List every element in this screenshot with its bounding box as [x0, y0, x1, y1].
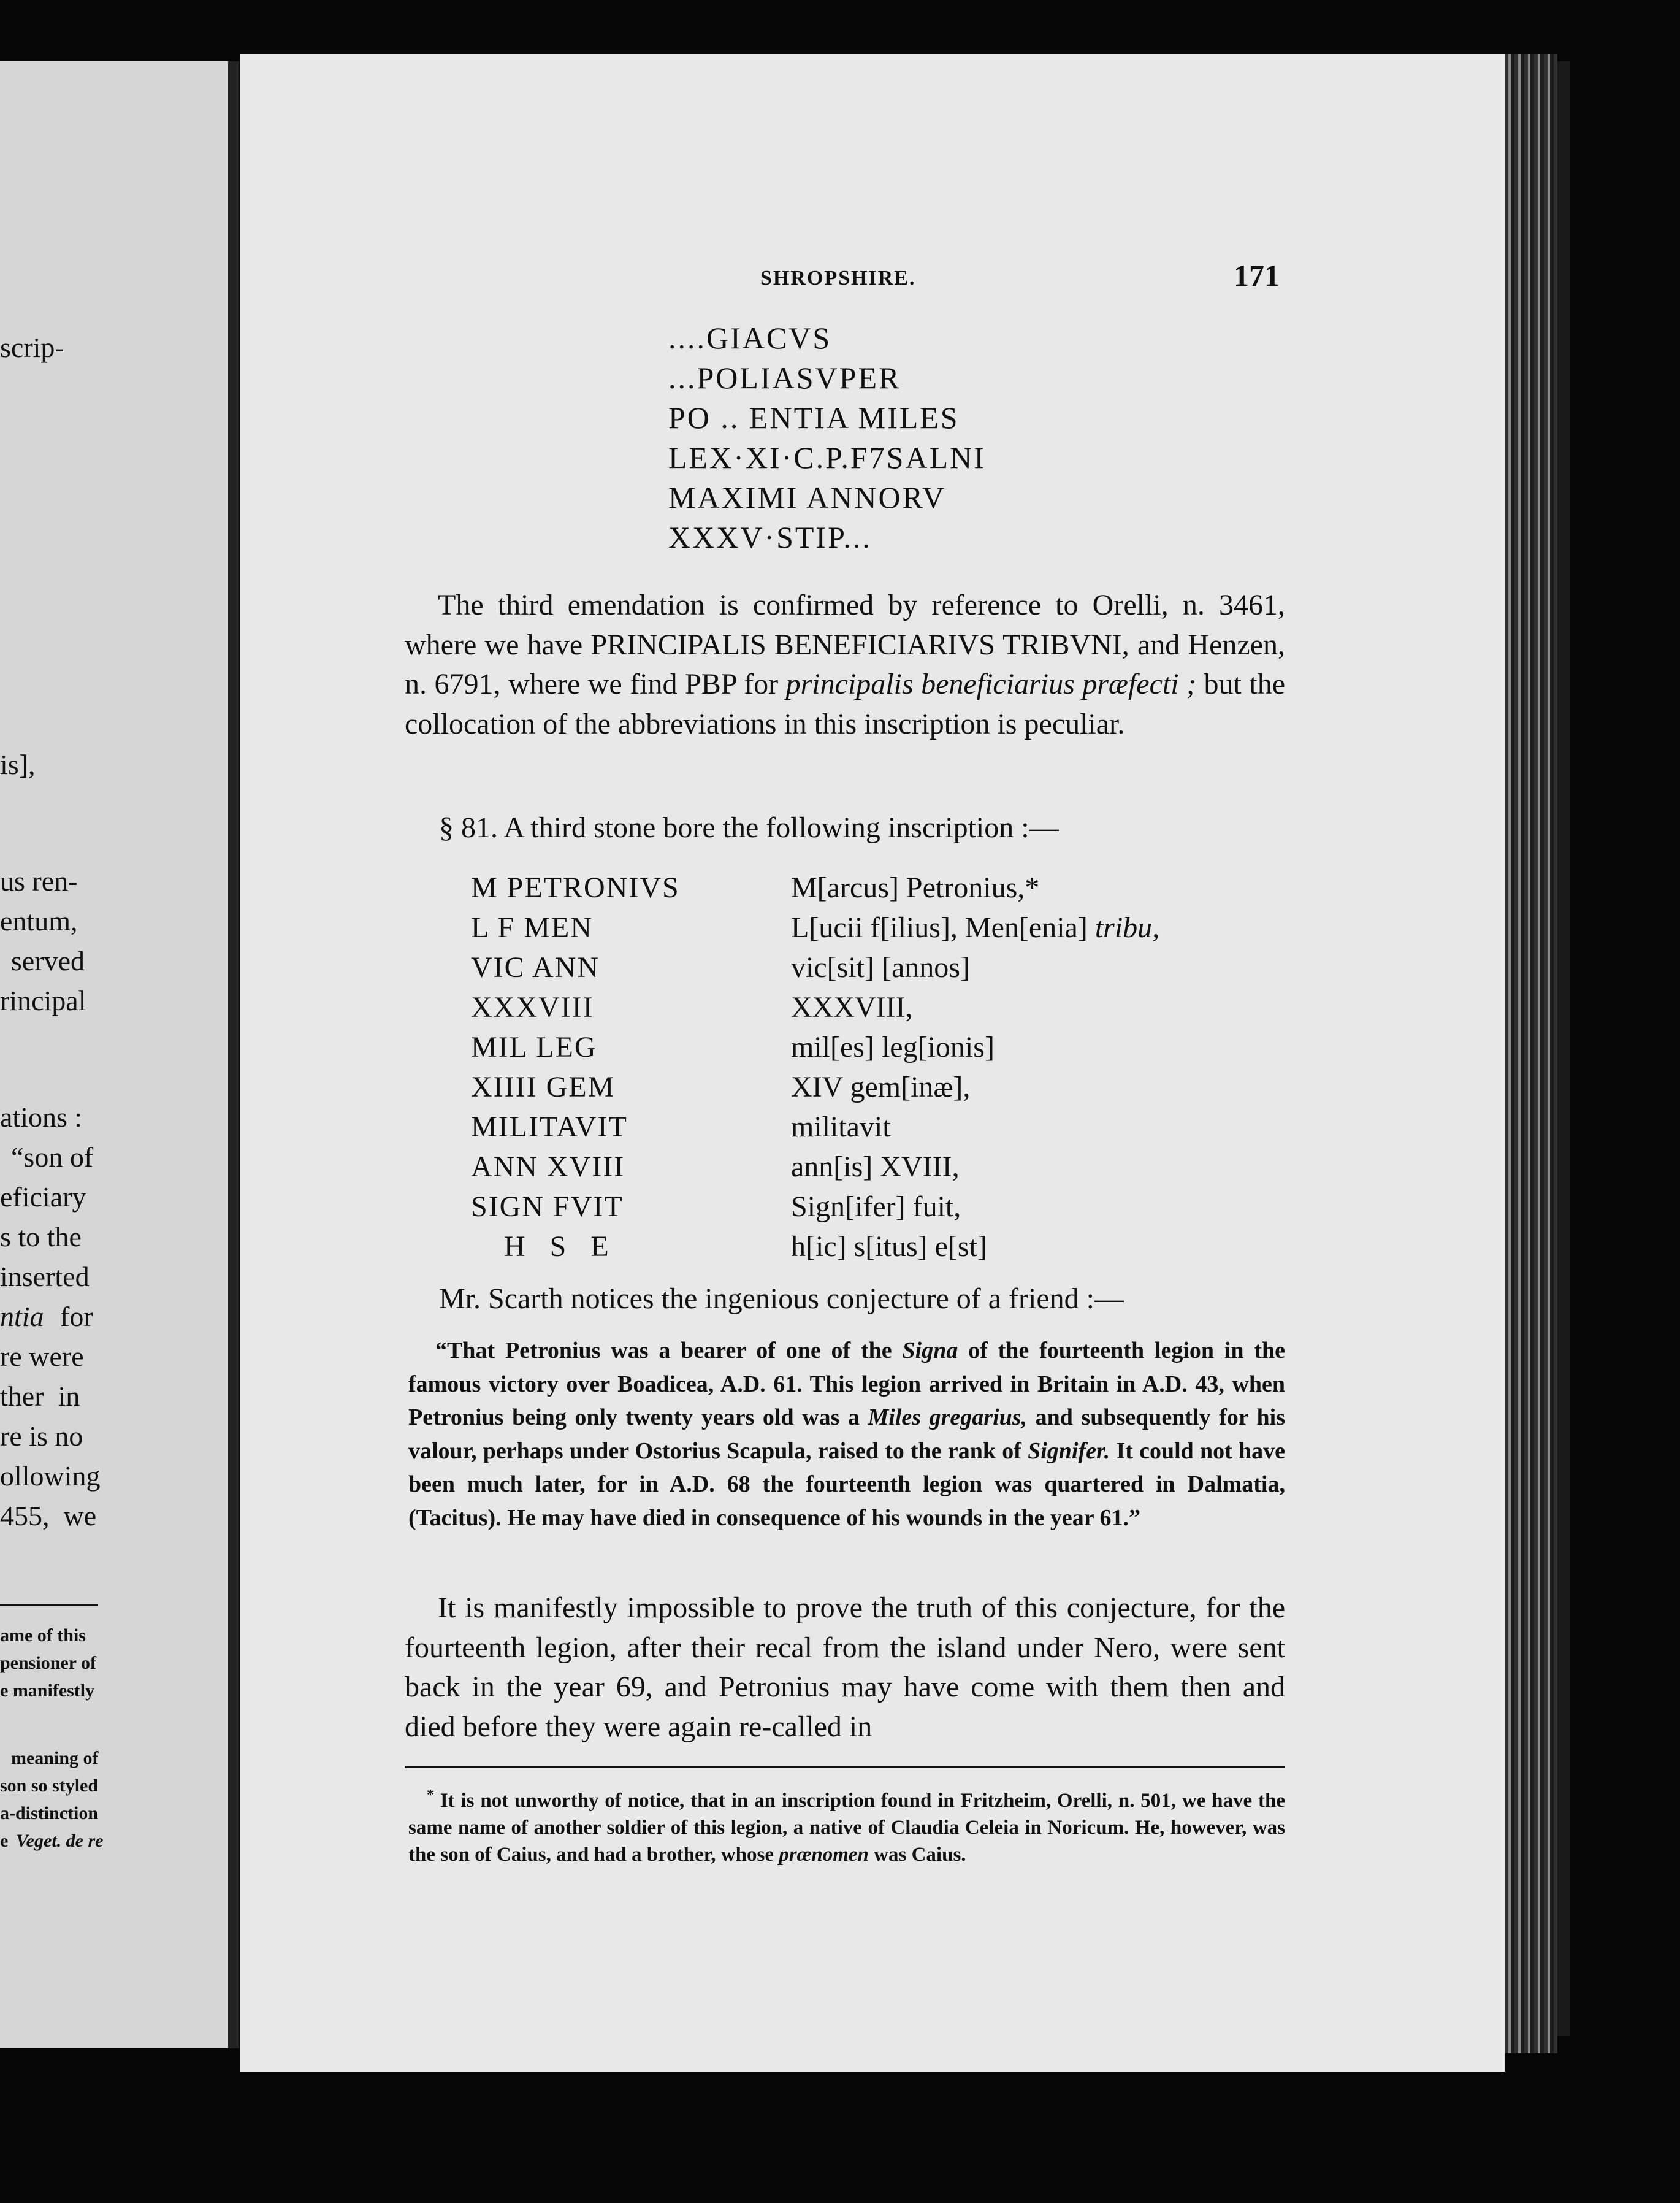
quote-italic: Signifer.	[1028, 1438, 1110, 1464]
left-page-note-fragment: son so styled	[0, 1776, 99, 1796]
quote-text: It could not have been much later, for in A.D. 68 the fourteenth legion was quartered in Dalmatia, (Tacitus). He may have died in consequence of his wounds in the year 61.”	[408, 1438, 1286, 1531]
inscription-line: ....GIACVS	[668, 321, 832, 355]
inscription-line: MAXIMI ANNORV	[668, 480, 947, 515]
inscription-latin: XIIII GEM	[471, 1071, 616, 1103]
left-page-fragment: entum,	[0, 905, 78, 937]
quote-text: “That Petronius was a bearer of one of the	[435, 1338, 892, 1363]
block-quote	[408, 1334, 1285, 1534]
inscription-latin: MILITAVIT	[471, 1111, 628, 1143]
running-head: SHROPSHIRE.	[760, 267, 916, 289]
left-page-fragment: scrip-	[0, 332, 64, 363]
inscription-expansion-text: L[ucii f[ilius], Men[enia]	[791, 911, 1088, 944]
left-page-fragment: re is no	[0, 1420, 83, 1452]
left-page-fragment: served	[11, 945, 85, 976]
inscription-latin: XXXVIII	[471, 991, 594, 1024]
left-page-fragment: ollowing	[0, 1460, 101, 1492]
paragraph	[405, 586, 1285, 744]
book-gutter	[228, 61, 239, 2048]
quote-text: of the fourteenth legion in the famous victory over Boadicea, A.D. 61. This legion arrived in Britain in A.D. 43, when Petronius being only twenty years old was a	[408, 1338, 1286, 1430]
left-page-fragment: s to the	[0, 1221, 82, 1252]
paragraph-italic: principalis beneficiarius præfecti ;	[785, 668, 1197, 700]
quote-text: and subsequently for his valour, perhaps under Ostorius Scapula, raised to the rank of	[408, 1404, 1286, 1464]
paragraph-text: It is manifestly impossible to prove the truth of this conjecture, for the fourteenth legion, after their recal from the island under Nero, were sent back in the year 69, and Petronius may have come with them then and died before they were again re-called in	[405, 1592, 1285, 1743]
footnote-text: It is not unworthy of notice, that in an inscription found in Fritzheim, Orelli, n. 501, we have the same name of another soldier of this legion, a native of Claudia Celeia in Noricum. He, however, was the son of Caius, and had a brother, whose	[408, 1790, 1286, 1866]
section-heading: § 81. A third stone bore the following inscription :—	[439, 811, 1059, 844]
left-page-fragment: us ren-	[0, 865, 78, 897]
inscription-line: LEX·XI·C.P.F7SALNI	[668, 440, 986, 475]
footnote-marker: *	[427, 1787, 434, 1803]
footnote-rule	[405, 1766, 1285, 1768]
inscription-expansion: XXXVIII,	[791, 991, 913, 1024]
inscription-latin: L F MEN	[471, 911, 593, 944]
quote-italic: Signa	[902, 1338, 958, 1363]
inscription-line: ...POLIASVPER	[668, 361, 901, 395]
quote-italic: Miles gregarius,	[868, 1404, 1028, 1430]
inscription-line: PO .. ENTIA MILES	[668, 400, 960, 435]
footnote-text: was Caius.	[874, 1844, 966, 1866]
inscription-latin: MIL LEG	[471, 1031, 597, 1063]
left-footnote-rule	[0, 1604, 98, 1606]
paragraph-text: but the collocation of the abbreviations in this inscription is peculiar.	[405, 668, 1286, 740]
inscription-line: XXXV·STIP...	[668, 520, 872, 554]
left-page-fragment: rincipal	[0, 985, 86, 1016]
left-page-fragment: eficiary	[0, 1181, 86, 1213]
inscription-latin: H S E	[504, 1230, 617, 1263]
paragraph	[405, 1588, 1285, 1747]
inscription-latin: M PETRONIVS	[471, 872, 680, 904]
left-page-note-fragment: a-distinction	[0, 1803, 99, 1823]
inscription-expansion: mil[es] leg[ionis]	[791, 1031, 995, 1063]
footnote-italic: prænomen	[779, 1844, 869, 1866]
left-page-note-fragment: e manifestly	[0, 1680, 95, 1701]
paragraph: Mr. Scarth notices the ingenious conjecture of a friend :—	[439, 1282, 1124, 1315]
left-page-fragment: ntia	[0, 1301, 44, 1332]
left-page-fragment: ther in	[0, 1381, 80, 1412]
left-page-fragment: is],	[0, 749, 36, 780]
left-page-fragment: 455, we	[0, 1500, 97, 1531]
page-number: 171	[1234, 258, 1280, 293]
inscription-latin: VIC ANN	[471, 951, 600, 984]
left-page-note-fragment: e	[0, 1831, 9, 1851]
inscription-expansion: h[ic] s[itus] e[st]	[791, 1230, 987, 1263]
inscription-expansion: ann[is] XVIII,	[791, 1151, 960, 1183]
inscription-expansion: vic[sit] [annos]	[791, 951, 970, 984]
inscription-expansion: Sign[ifer] fuit,	[791, 1190, 961, 1223]
inscription-latin: ANN XVIII	[471, 1151, 625, 1183]
paragraph-text: The third emendation is confirmed by reference to Orelli, n. 3461, where we have PRINCIPALIS BENEFICIARIVS TRIBVNI, and Henzen, n. 6791, where we find PBP for	[405, 589, 1285, 700]
inscription-expansion: M[arcus] Petronius,*	[791, 872, 1040, 904]
inscription-expansion: militavit	[791, 1111, 891, 1143]
left-page-note-fragment: pensioner of	[0, 1653, 96, 1673]
page-edges	[1505, 54, 1557, 2053]
left-page-note-fragment: ame of this	[0, 1625, 86, 1646]
left-page-fragment: “son of	[11, 1141, 94, 1173]
left-page-note-fragment: meaning of	[11, 1748, 99, 1768]
left-page-note-fragment: Veget. de re	[16, 1831, 104, 1851]
left-page-fragment: inserted	[0, 1261, 90, 1292]
left-page-fragment: for	[60, 1301, 93, 1332]
left-page-fragment: ations :	[0, 1102, 83, 1133]
inscription-latin: SIGN FVIT	[471, 1190, 624, 1223]
book-edge	[1557, 61, 1570, 2036]
inscription-expansion-italic: tribu,	[1094, 911, 1160, 944]
left-facing-page	[0, 61, 228, 2048]
footnote	[408, 1782, 1285, 1868]
left-page-fragment: re were	[0, 1341, 84, 1372]
inscription-expansion	[791, 911, 1159, 944]
inscription-expansion: XIV gem[inæ],	[791, 1071, 971, 1103]
